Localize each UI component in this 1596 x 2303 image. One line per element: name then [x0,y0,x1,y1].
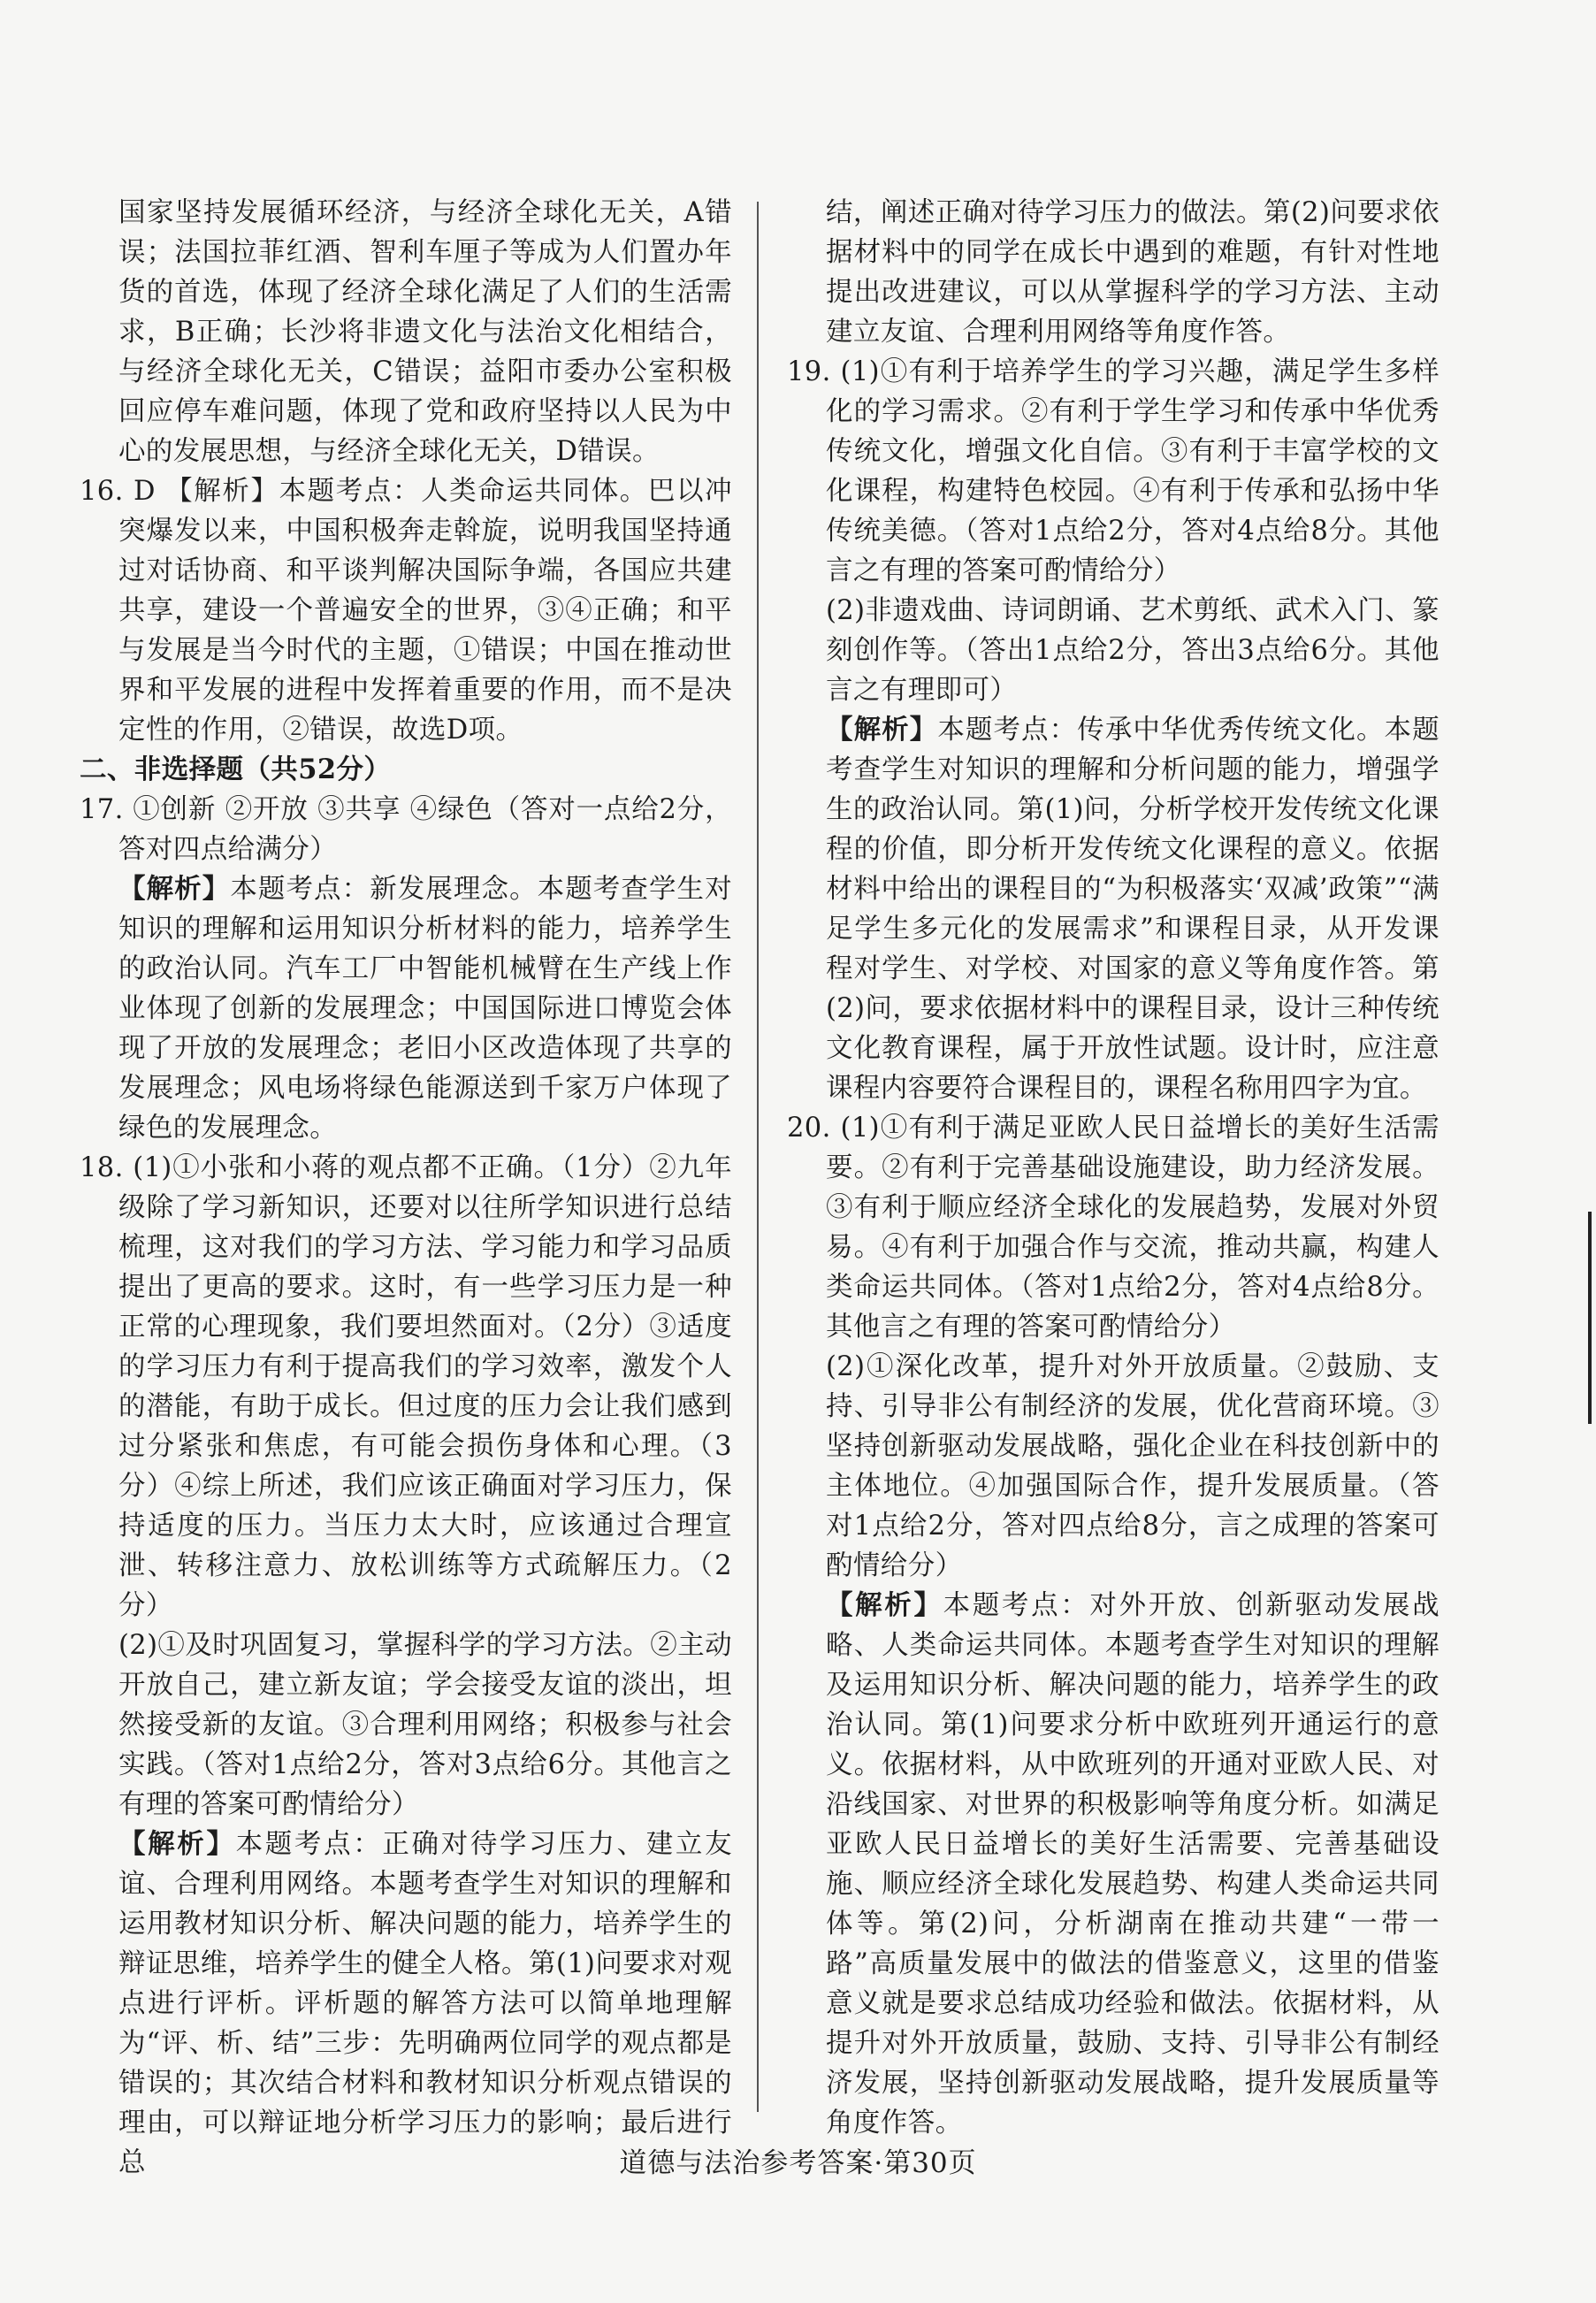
q20-part2: (2)①深化改革，提升对外开放质量。②鼓励、支持、引导非公有制经济的发展，优化营商环境。③坚持创新驱动发展战略，强化企业在科技创新中的主体地位。④加强国际合作，提升发展质量。（答对1点给2分，答对四点给8分，言之成理的答案可酌情给分） [826,1351,1439,1581]
left-column [80,193,732,2183]
q18-analysis [80,1825,732,2183]
q19-analysis [787,710,1439,1108]
q19-analysis-text: 本题考点：传承中华优秀传统文化。本题考查学生对知识的理解和分析问题的能力，增强学生的政治认同。第(1)问，分析学校开发传统文化课程的价值，即分析开发传统文化课程的意义。依据材料中给出的课程目的“为积极落实‘双减’政策”“满足学生多元化的发展需求”和课程目录，从开发课程对学生、对学校、对国家的意义等角度作答。第(2)问，要求依据材料中的课程目录，设计三种传统文化教育课程，属于开放性试题。设计时，应注意课程内容要符合课程目的，课程名称用四字为宜。 [826,715,1439,1104]
analysis-tag: 【解析】 [826,1589,943,1621]
q20-analysis-text: 本题考点：对外开放、创新驱动发展战略、人类命运共同体。本题考查学生对知识的理解及运用知识分析、解决问题的能力，培养学生的政治认同。第(1)问要求分析中欧班列开通运行的意义。依据材料，从中欧班列的开通对亚欧人民、对沿线国家、对世界的积极影响等角度分析。如满足亚欧人民日益增长的美好生活需要、完善基础设施、顺应经济全球化发展趋势、构建人类命运共同体等。第(2)问，分析湖南在推动共建“一带一路”高质量发展中的做法的借鉴意义，这里的借鉴意义就是要求总结成功经验和做法。依据材料，从提升对外开放质量，鼓励、支持、引导非公有制经济发展，坚持创新驱动发展战略，提升发展质量等角度作答。 [826,1590,1439,2138]
q18-part2: (2)①及时巩固复习，掌握科学的学习方法。②主动开放自己，建立新友谊；学会接受友谊的淡出，坦然接受新的友谊。③合理利用网络；积极参与社会实践。（答对1点给2分，答对3点给6分。其他言之有理的答案可酌情给分） [118,1630,732,1820]
q17-analysis-text: 本题考点：新发展理念。本题考查学生对知识的理解和运用知识分析材料的能力，培养学生的政治认同。汽车工厂中智能机械臂在生产线上作业体现了创新的发展理念；中国国际进口博览会体现了开放的发展理念；老旧小区改造体现了共享的发展理念；风电场将绿色能源送到千家万户体现了绿色的发展理念。 [118,874,732,1144]
q18-analysis-continuation: 结，阐述正确对待学习压力的做法。第(2)问要求依据材料中的同学在成长中遇到的难题，有针对性地提出改进建议，可以从掌握科学的学习方法、主动建立友谊、合理利用网络等角度作答。 [826,197,1439,348]
q20-part1: 20. (1)①有利于满足亚欧人民日益增长的美好生活需要。②有利于完善基础设施建设，助力经济发展。③有利于顺应经济全球化的发展趋势，发展对外贸易。④有利于加强合作与交流，推动共赢，构建人类命运共同体。（答对1点给2分，答对4点给8分。其他言之有理的答案可酌情给分） [787,1113,1440,1343]
column-divider [757,202,759,2112]
q16-answer: 16. D 【解析】本题考点：人类命运共同体。巴以冲突爆发以来，中国积极奔走斡旋，说明我国坚持通过对话协商、和平谈判解决国际争端，各国应共建共享，建设一个普遍安全的世界，③④正确；和平与发展是当今时代的主题，①错误；中国在推动世界和平发展的进程中发挥着重要的作用，而不是决定性的作用，②错误，故选D项。 [80,476,732,746]
analysis-tag: 【解析】 [118,873,231,905]
scan-edge-mark [1588,1212,1592,1424]
q18-part1: 18. (1)①小张和小蒋的观点都不正确。（1分）②九年级除了学习新知识，还要对以往所学知识进行总结梳理，这对我们的学习方法、学习能力和学习品质提出了更高的要求。这时，有一些学习压力是一种正常的心理现象，我们要坦然面对。（2分）③适度的学习压力有利于提高我们的学习效率，激发个人的潜能，有助于成长。但过度的压力会让我们感到过分紧张和焦虑，有可能会损伤身体和心理。（3分）④综上所述，我们应该正确面对学习压力，保持适度的压力。当压力太大时，应该通过合理宣泄、转移注意力、放松训练等方式疏解压力。（2分） [80,1152,732,1621]
q19-part1: 19. (1)①有利于培养学生的学习兴趣，满足学生多样化的学习需求。②有利于学生学习和传承中华优秀传统文化，增强文化自信。③有利于丰富学校的文化课程，构建特色校园。④有利于传承和弘扬中华传统美德。（答对1点给2分，答对4点给8分。其他言之有理的答案可酌情给分） [787,356,1439,586]
q15-continuation: 国家坚持发展循环经济，与经济全球化无关，A错误；法国拉菲红酒、智利车厘子等成为人们置办年货的首选，体现了经济全球化满足了人们的生活需求，B正确；长沙将非遗文化与法治文化相结合，与经济全球化无关，C错误；益阳市委办公室积极回应停车难问题，体现了党和政府坚持以人民为中心的发展思想，与经济全球化无关，D错误。 [118,197,732,467]
page-footer: 道德与法治参考答案·第30页 [619,2147,977,2179]
q18-analysis-text: 本题考点：正确对待学习压力、建立友谊、合理利用网络。本题考查学生对知识的理解和运用教材知识分析、解决问题的能力，培养学生的辩证思维，培养学生的健全人格。第(1)问要求对观点进行评析。评析题的解答方法可以简单地理解为“评、析、结”三步：先明确两位同学的观点都是错误的；其次结合材料和教材知识分析观点错误的理由，可以辩证地分析学习压力的影响；最后进行总 [118,1829,732,2178]
q17-answer: 17. ①创新 ②开放 ③共享 ④绿色（答对一点给2分，答对四点给满分） [80,794,732,865]
right-column [787,193,1439,2143]
analysis-tag: 【解析】 [826,714,938,746]
q20-analysis [787,1586,1439,2143]
analysis-tag: 【解析】 [118,1828,236,1860]
q17-analysis [80,869,732,1148]
q19-part2: (2)非遗戏曲、诗词朗诵、艺术剪纸、武术入门、篆刻创作等。（答出1点给2分，答出3点给6分。其他言之有理即可） [826,595,1439,706]
section-heading: 二、非选择题（共52分） [80,754,392,785]
